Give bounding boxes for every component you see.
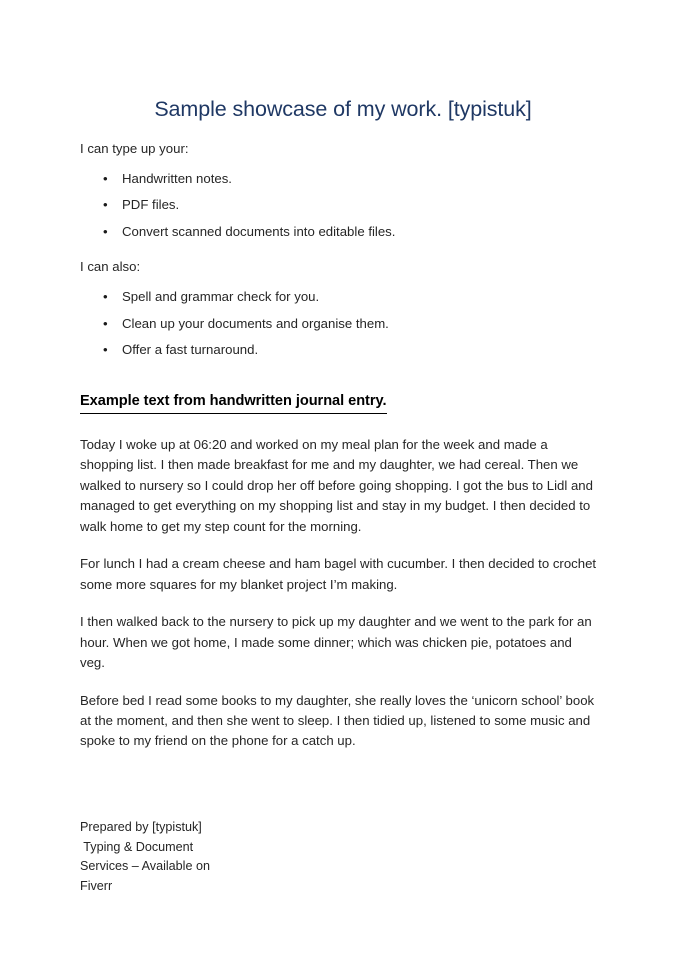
footer-line: Prepared by [typistuk] bbox=[80, 820, 202, 834]
list-item bbox=[80, 314, 600, 334]
section-heading: Example text from handwritten journal entry. bbox=[80, 391, 387, 414]
bullet-icon: • bbox=[103, 170, 108, 186]
list-item-label: Clean up your documents and organise them. bbox=[122, 315, 389, 331]
document-body bbox=[80, 96, 600, 752]
intro-line-services: I can type up your: bbox=[80, 140, 189, 156]
intro-line-extras: I can also: bbox=[80, 259, 141, 275]
list-item-label: Offer a fast turnaround. bbox=[122, 342, 259, 358]
bullet-icon: • bbox=[103, 342, 108, 358]
bullet-icon: • bbox=[103, 289, 108, 305]
footer-line: Fiverr bbox=[80, 878, 113, 893]
list-item bbox=[80, 195, 600, 215]
section-heading-wrap bbox=[80, 367, 600, 414]
services-list bbox=[80, 169, 600, 242]
list-item-label: Convert scanned documents into editable files. bbox=[122, 223, 396, 239]
extras-list bbox=[80, 287, 600, 360]
spacer bbox=[80, 248, 600, 257]
document-footer bbox=[80, 818, 340, 896]
journal-paragraph-1: Today I woke up at 06:20 and worked on my meal plan for the week and made a shopping list. I then made breakfast for me and my daughter, we had cereal. Then we walked to nursery so I could drop her off before going shopping. I got the bus to Lidl and managed to get everything on my shopping list and stay in my budget. I then decided to walk home to get my step count for the morning. bbox=[80, 437, 593, 534]
bullet-icon: • bbox=[103, 197, 108, 213]
bullet-icon: • bbox=[103, 315, 108, 331]
list-item bbox=[80, 169, 600, 189]
journal-paragraph-2: For lunch I had a cream cheese and ham bagel with cucumber. I then decided to crochet some more squares for my blanket project I’m making. bbox=[80, 556, 597, 592]
list-item bbox=[80, 222, 600, 242]
list-item-label: Handwritten notes. bbox=[122, 170, 232, 186]
journal-paragraph-4: Before bed I read some books to my daughter, she really loves the ‘unicorn school’ book at the moment, and then she went to sleep. I then tidied up, listened to some music and spoke to my friend on the phone for a catch up. bbox=[80, 692, 595, 749]
footer-line: Typing & Document bbox=[80, 839, 194, 854]
bullet-icon: • bbox=[103, 223, 108, 239]
page-title: Sample showcase of my work. [typistuk] bbox=[154, 97, 532, 121]
list-item-label: PDF files. bbox=[122, 197, 180, 213]
list-item bbox=[80, 340, 600, 360]
footer-line: Services – Available on bbox=[80, 859, 210, 874]
list-item bbox=[80, 287, 600, 307]
journal-paragraph-3: I then walked back to the nursery to pick up my daughter and we went to the park for an hour. When we got home, I made some dinner; which was chicken pie, potatoes and veg. bbox=[80, 614, 592, 671]
list-item-label: Spell and grammar check for you. bbox=[122, 289, 320, 305]
